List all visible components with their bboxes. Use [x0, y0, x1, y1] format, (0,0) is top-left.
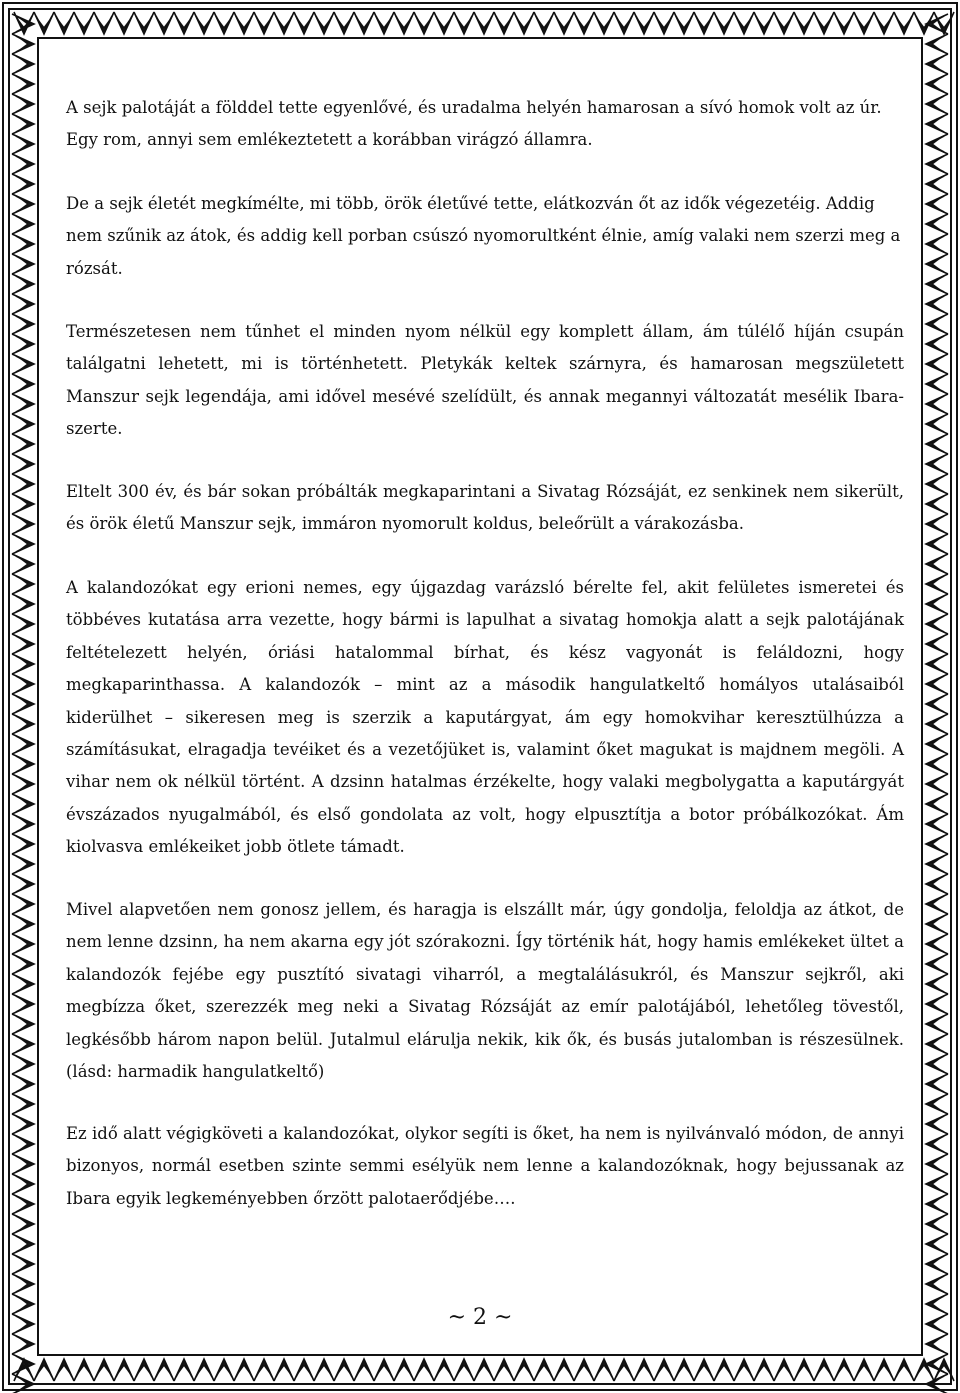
paragraph-1: A sejk palotáját a földdel tette egyenlővé, és uradalma helyén hamarosan a sívó homok volt az úr. Egy rom, annyi sem emlékeztetett a korábban virágzó államra. [66, 98, 882, 150]
page-number: ~ 2 ~ [447, 1305, 513, 1330]
paragraph-3: Természetesen nem tűnhet el minden nyom nélkül egy komplett állam, ám túlélő híján csupán találgatni lehetett, mi is történhetett. Pletykák keltek szárnyra, és hamarosan megszületett Manszur sejk legendája, ami idővel mesévé szelídült, és annak megannyi változatát mesélik Ibara-szerte. [66, 322, 904, 439]
paragraph-2: De a sejk életét megkímélte, mi több, örök életűvé tette, elátkozván őt az idők végezetéig. Addig nem szűnik az átok, és addig kell porban csúszó nyomorultként élnie, amíg valaki nem szerzi meg a rózsát. [66, 194, 901, 278]
paragraph-5: A kalandozókat egy erioni nemes, egy újgazdag varázsló bérelte fel, akit felületes ismeretei és többéves kutatása arra vezette, hogy bármi is lapulhat a sivatag homokja alatt a sejk palotájának feltételezett helyén, óriási hatalommal bírhat, és kész vagyonát is feláldozni, hogy megkaparinthassa. A kalandozók – mint az a második hangulatkeltő homályos utalásaiból kiderülhet – sikeresen meg is szerzik a kaputárgyat, ám egy homokvihar keresztülhúzza a számításukat, elragadja tevéiket és a vezetőjüket is, valamint őket magukat is majdnem megöli. A vihar nem ok nélkül történt. A dzsinn hatalmas érzékelte, hogy valaki megbolygatta a kaputárgyát évszázados nyugalmából, és első gondolata az volt, hogy elpusztítja a botor próbálkozókat. Ám kiolvasva emlékeiket jobb ötlete támadt. [66, 578, 904, 857]
paragraph-4: Eltelt 300 év, és bár sokan próbálták megkaparintani a Sivatag Rózsáját, ez senkinek nem sikerült, és örök életű Manszur sejk, immáron nyomorult koldus, beleőrült a várakozásba. [66, 482, 904, 534]
paragraph-7: Ez idő alatt végigköveti a kalandozókat, olykor segíti is őket, ha nem is nyilvánvaló módon, de annyi bizonyos, normál esetben szinte semmi esélyük nem lenne a kalandozóknak, hogy bejussanak az Ibara egyik legkeményebben őrzött palotaerődjébe…. [66, 1124, 904, 1208]
paragraph-6: Mivel alapvetően nem gonosz jellem, és haragja is elszállt már, úgy gondolja, feloldja az átkot, de nem lenne dzsinn, ha nem akarna egy jót szórakozni. Így történik hát, hogy hamis emlékeket ültet a kalandozók fejébe egy pusztító sivatagi viharról, a megtalálásukról, és Manszur sejkről, aki megbízza őket, szerezzék meg neki a Sivatag Rózsáját az emír palotájából, lehetőleg tövestől, legkésőbb három napon belül. Jutalmul elárulja nekik, kik ők, és busás jutalomban is részesülnek. (lásd: harmadik hangulatkeltő) [66, 900, 904, 1082]
page-content [56, 84, 904, 1364]
